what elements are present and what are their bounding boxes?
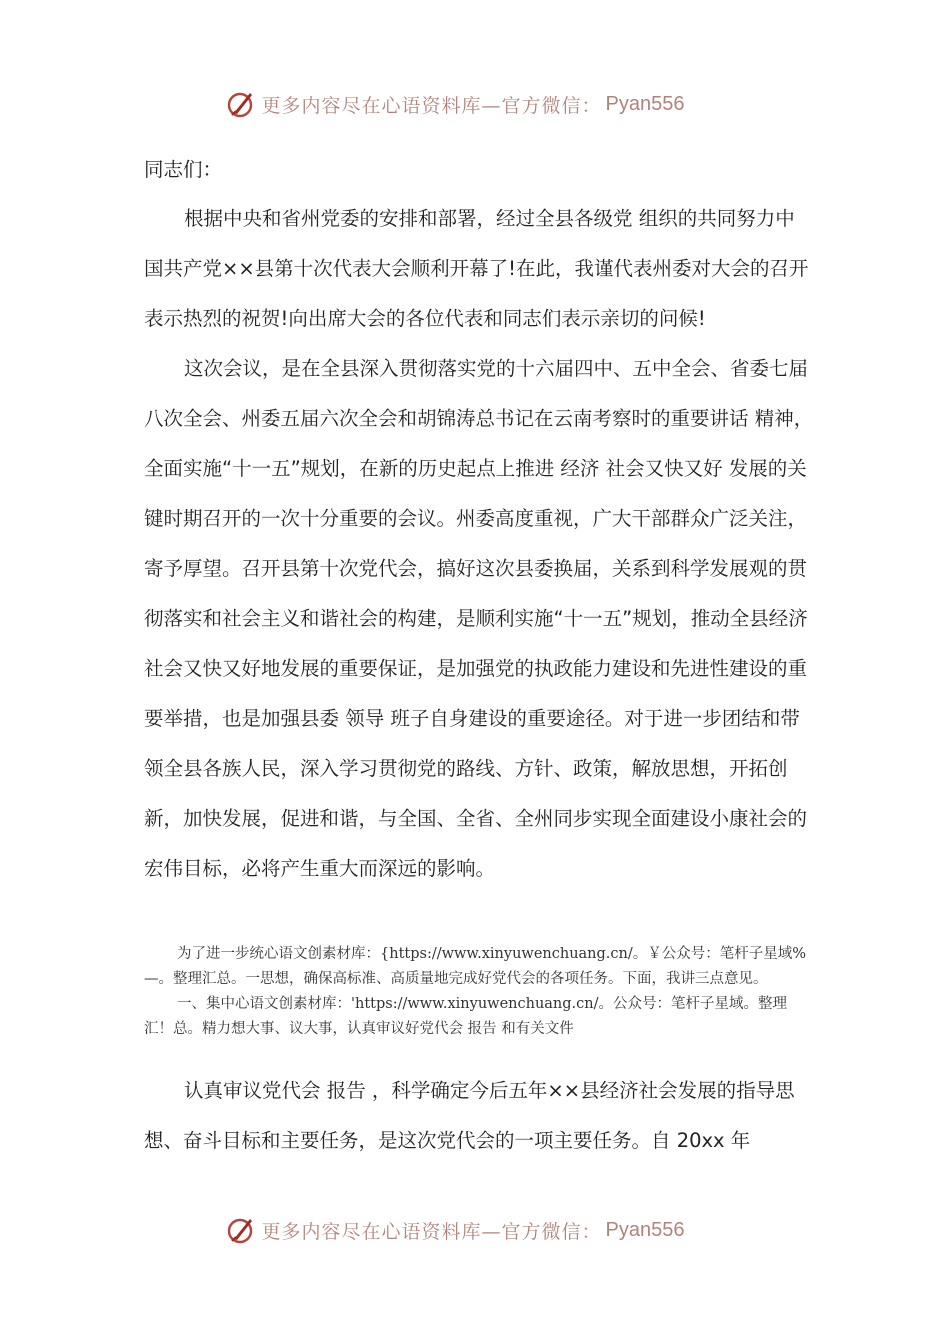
header-banner — [0, 84, 950, 124]
paragraph-report-review: 认真审议党代会 报告 ，科学确定今后五年××县经济社会发展的指导思想、奋斗目标和主要任务，是这次党代会的一项主要任务。自 20xx 年 — [144, 1079, 795, 1152]
small-paragraph-1: 为了进一步统心语文创素材库：{https://www.xinyuwenchuang.cn/。￥公众号：笔杆子星域%—。整理汇总。一思想，确保高标准、高质量地完成好党代会的各项任务。下面，我讲三点意见。 — [144, 946, 807, 987]
small-print-block — [144, 942, 814, 1042]
footer-banner — [0, 1210, 950, 1250]
small-paragraph-2: 一、集中心语文创素材库：'https://www.xinyuwenchuang.cn/。公众号：笔杆子星域。整理汇！总。精力想大事、议大事，认真审议好党代会 报告 和有关文件 — [144, 996, 788, 1037]
salutation: 同志们： — [144, 158, 223, 181]
banner-wechat-id: Pyan556 — [605, 92, 685, 115]
body-section-2 — [144, 1066, 814, 1166]
body-section-1 — [144, 194, 814, 894]
quill-logo-icon — [226, 89, 256, 119]
banner-text: 更多内容尽在心语资料库—官方微信： — [261, 1220, 602, 1243]
quill-logo-icon — [226, 1215, 256, 1245]
banner-wechat-id: Pyan556 — [605, 1218, 685, 1241]
paragraph-opening: 根据中央和省州党委的安排和部署，经过全县各级党 组织的共同努力中国共产党××县第十次代表大会顺利开幕了!在此，我谨代表州委对大会的召开表示热烈的祝贺!向出席大会的各位代表和同志们表示亲切的问候! — [144, 207, 809, 330]
banner-text: 更多内容尽在心语资料库—官方微信： — [261, 94, 602, 117]
paragraph-meeting-significance: 这次会议，是在全县深入贯彻落实党的十六届四中、五中全会、省委七届八次全会、州委五届六次全会和胡锦涛总书记在云南考察时的重要讲话 精神，全面实施“十一五”规划，在新的历史起点上推进 经济 社会又快又好 发展的关键时期召开的一次十分重要的会议。州委高度重视，广大干部群众广泛关注，寄予厚望。召开县第十次党代会，搞好这次县委换届，关系到科学发展观的贯彻落实和社会主义和谐社会的构建，是顺利实施“十一五”规划，推动全县经济社会又快又好地发展的重要保证，是加强党的执政能力建设和先进性建设的重要举措，也是加强县委 领导 班子自身建设的重要途径。对于进一步团结和带领全县各族人民，深入学习贯彻党的路线、方针、政策，解放思想，开拓创新，加快发展，促进和谐，与全国、全省、全州同步实现全面建设小康社会的宏伟目标，必将产生重大而深远的影响。 — [144, 357, 814, 880]
